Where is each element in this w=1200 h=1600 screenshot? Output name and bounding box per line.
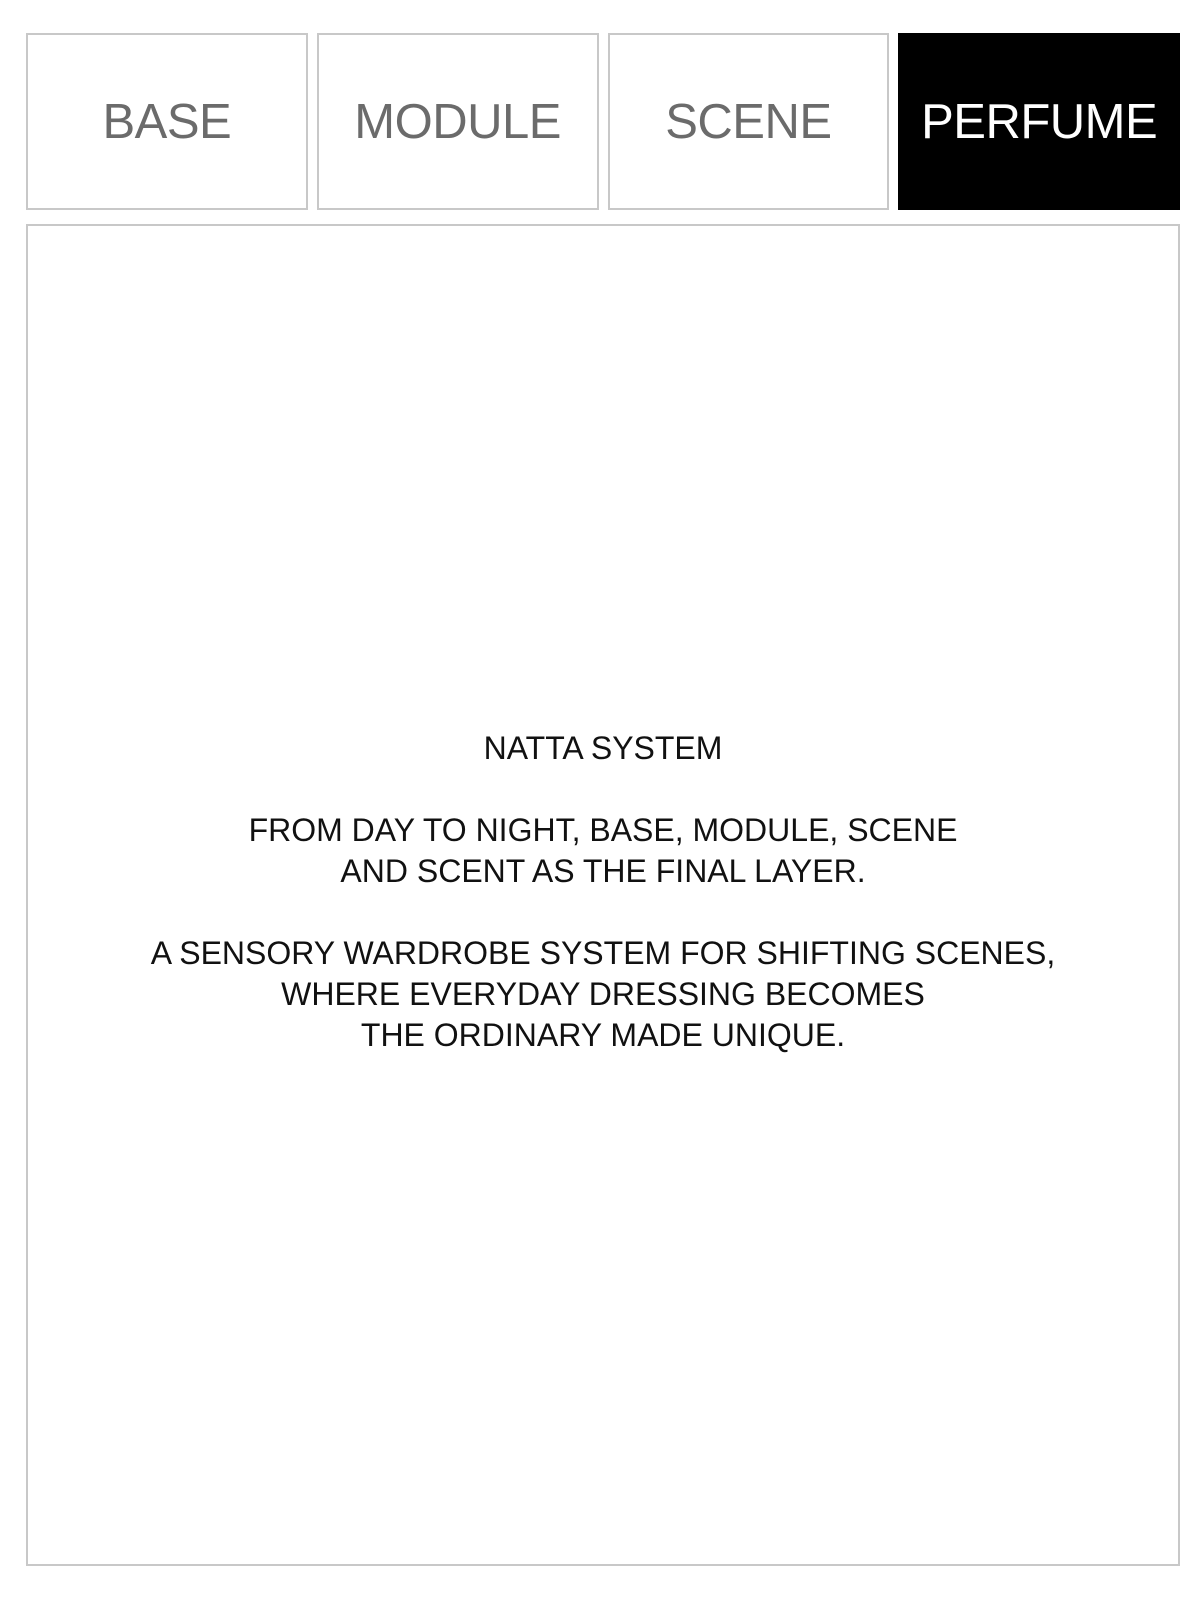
tab-base-label: BASE (102, 94, 232, 149)
panel-paragraph-1 (28, 810, 1178, 892)
paragraph-2-line-2: WHERE EVERYDAY DRESSING BECOMES (281, 976, 925, 1012)
tab-base[interactable] (26, 33, 308, 210)
tab-scene-label: SCENE (665, 94, 832, 149)
paragraph-2-line-1: A SENSORY WARDROBE SYSTEM FOR SHIFTING SCENES, (150, 935, 1056, 971)
panel-title-text: NATTA SYSTEM (483, 730, 723, 766)
content-panel (26, 224, 1180, 1566)
tab-module-label: MODULE (354, 94, 561, 149)
panel-title (28, 728, 1178, 769)
tab-module[interactable] (317, 33, 599, 210)
paragraph-2-line-3: THE ORDINARY MADE UNIQUE. (360, 1017, 846, 1053)
panel-paragraph-2 (28, 933, 1178, 1056)
tab-scene[interactable] (608, 33, 890, 210)
paragraph-1-line-1: FROM DAY TO NIGHT, BASE, MODULE, SCENE (248, 812, 958, 848)
tab-perfume-label: PERFUME (921, 94, 1158, 149)
tab-perfume[interactable] (898, 33, 1180, 210)
paragraph-1-line-2: AND SCENT AS THE FINAL LAYER. (340, 853, 866, 889)
tab-bar (26, 33, 1180, 210)
panel-copy (28, 728, 1178, 1097)
